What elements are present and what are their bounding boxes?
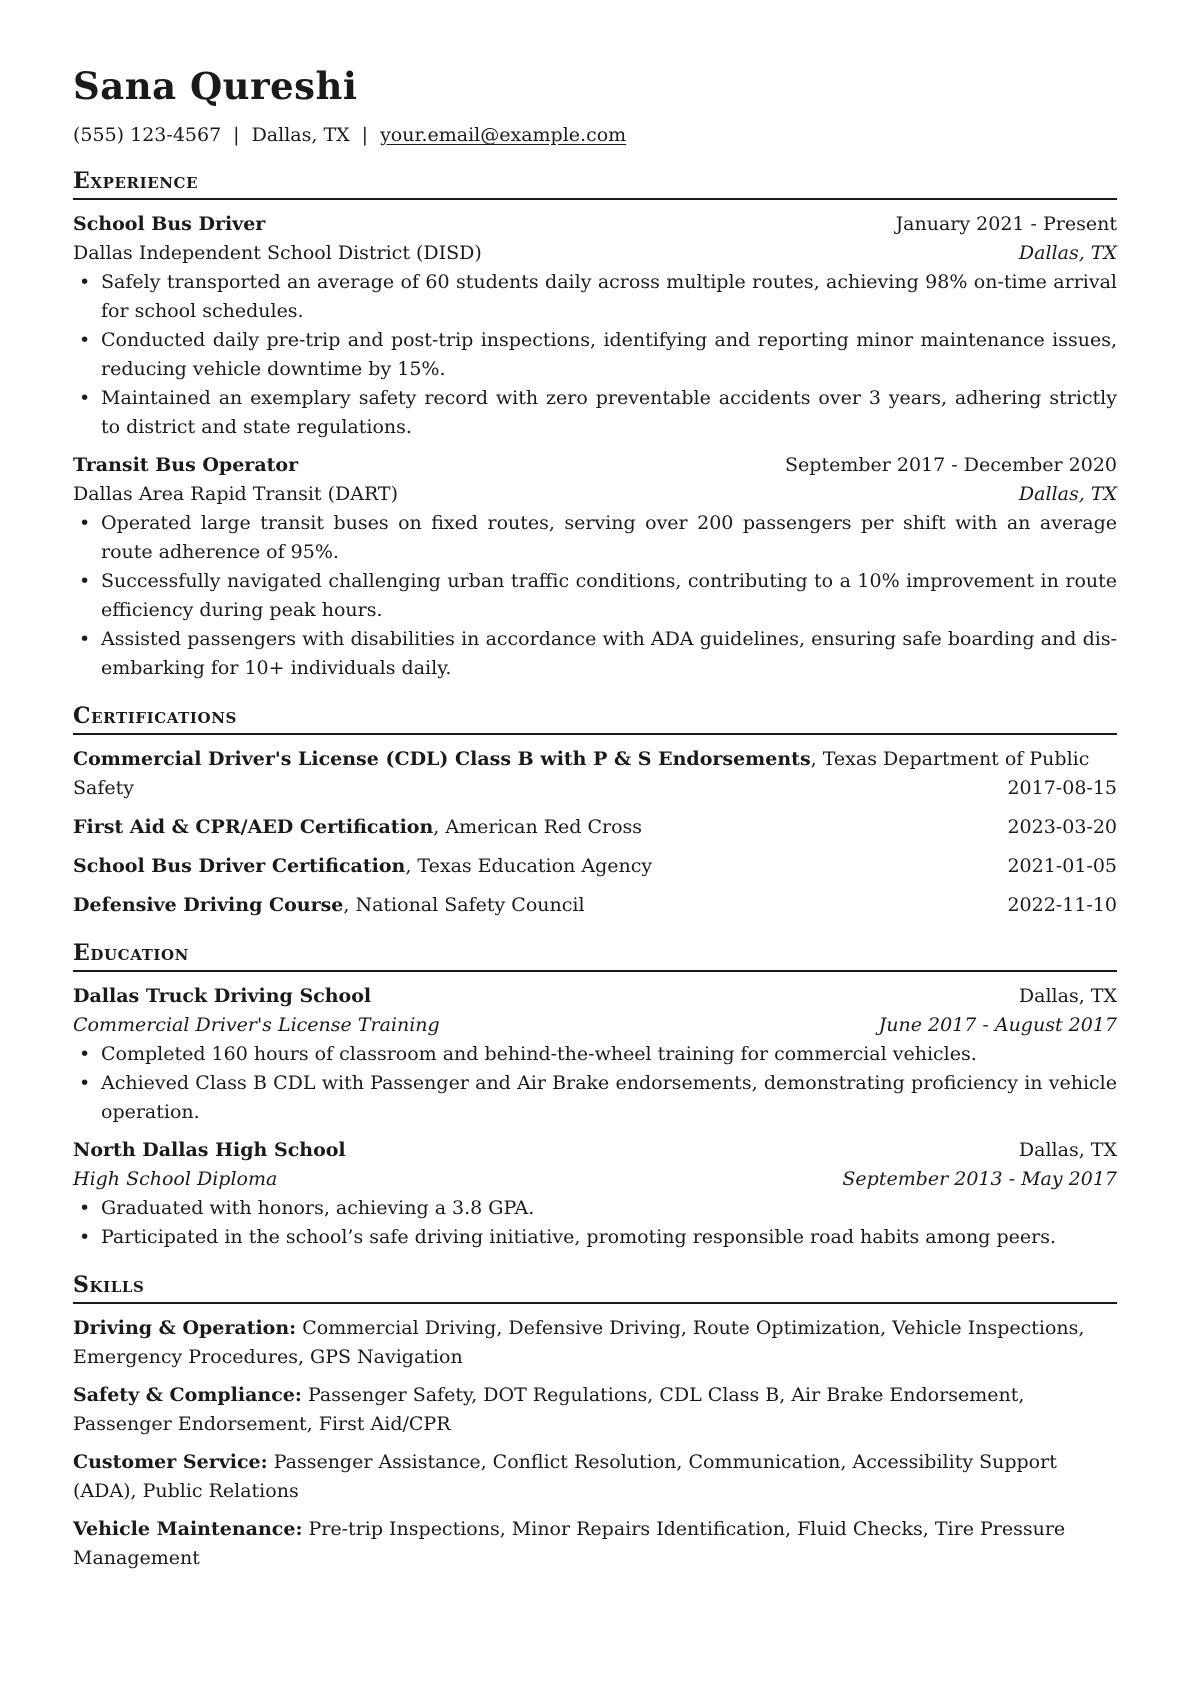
certification-date: 2023-03-20 [1007,816,1117,838]
job-bullets [73,268,1117,442]
school-program: High School Diploma [73,1168,278,1190]
experience-entry [73,210,1117,442]
certification-date: 2021-01-05 [1007,855,1117,877]
candidate-name: Sana Qureshi [73,64,358,108]
certification-date: 2017-08-15 [1007,777,1117,799]
skill-group-text: Pre-trip Inspections, Minor Repairs Identification, Fluid Checks, Tire Pressure Management [73,1518,1066,1569]
education-bullets [73,1040,1117,1127]
list-item: • Completed 160 hours of classroom and behind-the-wheel training for commercial vehicles. [73,1040,1117,1069]
school-dates: June 2017 - August 2017 [878,1014,1117,1036]
job-bullets [73,509,1117,683]
skill-group [73,1448,1117,1506]
job-title: School Bus Driver [73,213,266,235]
certification-name: First Aid & CPR/AED Certification [73,816,434,838]
certification-issuer: , National Safety Council [343,894,585,916]
entry-sub-row [73,1165,1117,1194]
list-item: • Achieved Class B CDL with Passenger and Air Brake endorsements, demonstrating proficiency in vehicle operation. [73,1069,1117,1127]
job-location: Dallas, TX [1018,483,1117,505]
email-link[interactable]: your.email@example.com [380,124,627,146]
list-item: • Conducted daily pre-trip and post-trip inspections, identifying and reporting minor maintenance issues, reducing vehicle downtime by 15%. [73,326,1117,384]
job-dates: September 2017 - December 2020 [785,454,1117,476]
school-program: Commercial Driver's License Training [73,1014,440,1036]
certification-name: Commercial Driver's License (CDL) Class B with P & S Endorsements [73,748,811,770]
skill-group [73,1515,1117,1573]
list-item: • Safely transported an average of 60 students daily across multiple routes, achieving 98% on-time arrival for school schedules. [73,268,1117,326]
entry-header-row [73,982,1117,1011]
entry-header-row [73,451,1117,480]
section-title-education: Education [73,938,1117,972]
section-title-experience: Experience [73,166,1117,200]
list-item: • Operated large transit buses on fixed routes, serving over 200 passengers per shift with an average route adherence of 95%. [73,509,1117,567]
entry-sub-row [73,1011,1117,1040]
list-item: • Participated in the school’s safe driving initiative, promoting responsible road habits among peers. [73,1223,1117,1252]
contact-separator: | [361,124,369,146]
list-item: • Assisted passengers with disabilities in accordance with ADA guidelines, ensuring safe boarding and dis-embarking for 10+ individuals daily. [73,625,1117,683]
job-location: Dallas, TX [1018,242,1117,264]
certification-item [73,852,1117,881]
contact-location: Dallas, TX [251,124,350,146]
experience-entry [73,451,1117,683]
entry-sub-row [73,239,1117,268]
skill-group-label: Vehicle Maintenance: [73,1518,303,1540]
job-title: Transit Bus Operator [73,454,299,476]
education-bullets [73,1194,1117,1252]
job-organization: Dallas Area Rapid Transit (DART) [73,483,399,505]
certification-issuer: , Texas Department of Public Safety [73,748,1090,799]
phone-number: (555) 123-4567 [73,124,222,146]
list-item: • Graduated with honors, achieving a 3.8 GPA. [73,1194,1117,1223]
skill-group [73,1381,1117,1439]
certification-issuer: , Texas Education Agency [405,855,653,877]
skill-group-label: Safety & Compliance: [73,1384,302,1406]
list-item: • Successfully navigated challenging urban traffic conditions, contributing to a 10% improvement in route efficiency during peak hours. [73,567,1117,625]
certification-date: 2022-11-10 [1007,894,1117,916]
list-item: • Maintained an exemplary safety record with zero preventable accidents over 3 years, adhering strictly to district and state regulations. [73,384,1117,442]
certification-name: School Bus Driver Certification [73,855,406,877]
certification-item [73,813,1117,842]
skill-group-text: Passenger Safety, DOT Regulations, CDL Class B, Air Brake Endorsement, Passenger Endorsement, First Aid/CPR [73,1384,1025,1435]
certification-issuer: , American Red Cross [433,816,643,838]
skill-group-text: Passenger Assistance, Conflict Resolution, Communication, Accessibility Support (ADA), Public Relations [73,1451,1057,1502]
contact-separator: | [233,124,240,146]
entry-sub-row [73,480,1117,509]
contact-line [73,122,1117,148]
entry-header-row [73,1136,1117,1165]
job-dates: January 2021 - Present [895,213,1117,235]
skill-group [73,1314,1117,1372]
job-organization: Dallas Independent School District (DISD) [73,242,482,264]
entry-header-row [73,210,1117,239]
school-location: Dallas, TX [1018,1139,1117,1161]
school-name: Dallas Truck Driving School [73,985,372,1007]
school-dates: September 2013 - May 2017 [842,1168,1117,1190]
education-entry [73,1136,1117,1252]
education-entry [73,982,1117,1127]
skill-group-label: Customer Service: [73,1451,268,1473]
certification-item [73,891,1117,920]
skill-group-label: Driving & Operation: [73,1317,297,1339]
school-name: North Dallas High School [73,1139,346,1161]
skill-group-text: Commercial Driving, Defensive Driving, Route Optimization, Vehicle Inspections, Emergency Procedures, GPS Navigation [73,1317,1085,1368]
section-title-certifications: Certifications [73,701,1117,735]
certification-item [73,745,1117,803]
section-title-skills: Skills [73,1270,1117,1304]
school-location: Dallas, TX [1018,985,1117,1007]
certification-name: Defensive Driving Course [73,894,344,916]
